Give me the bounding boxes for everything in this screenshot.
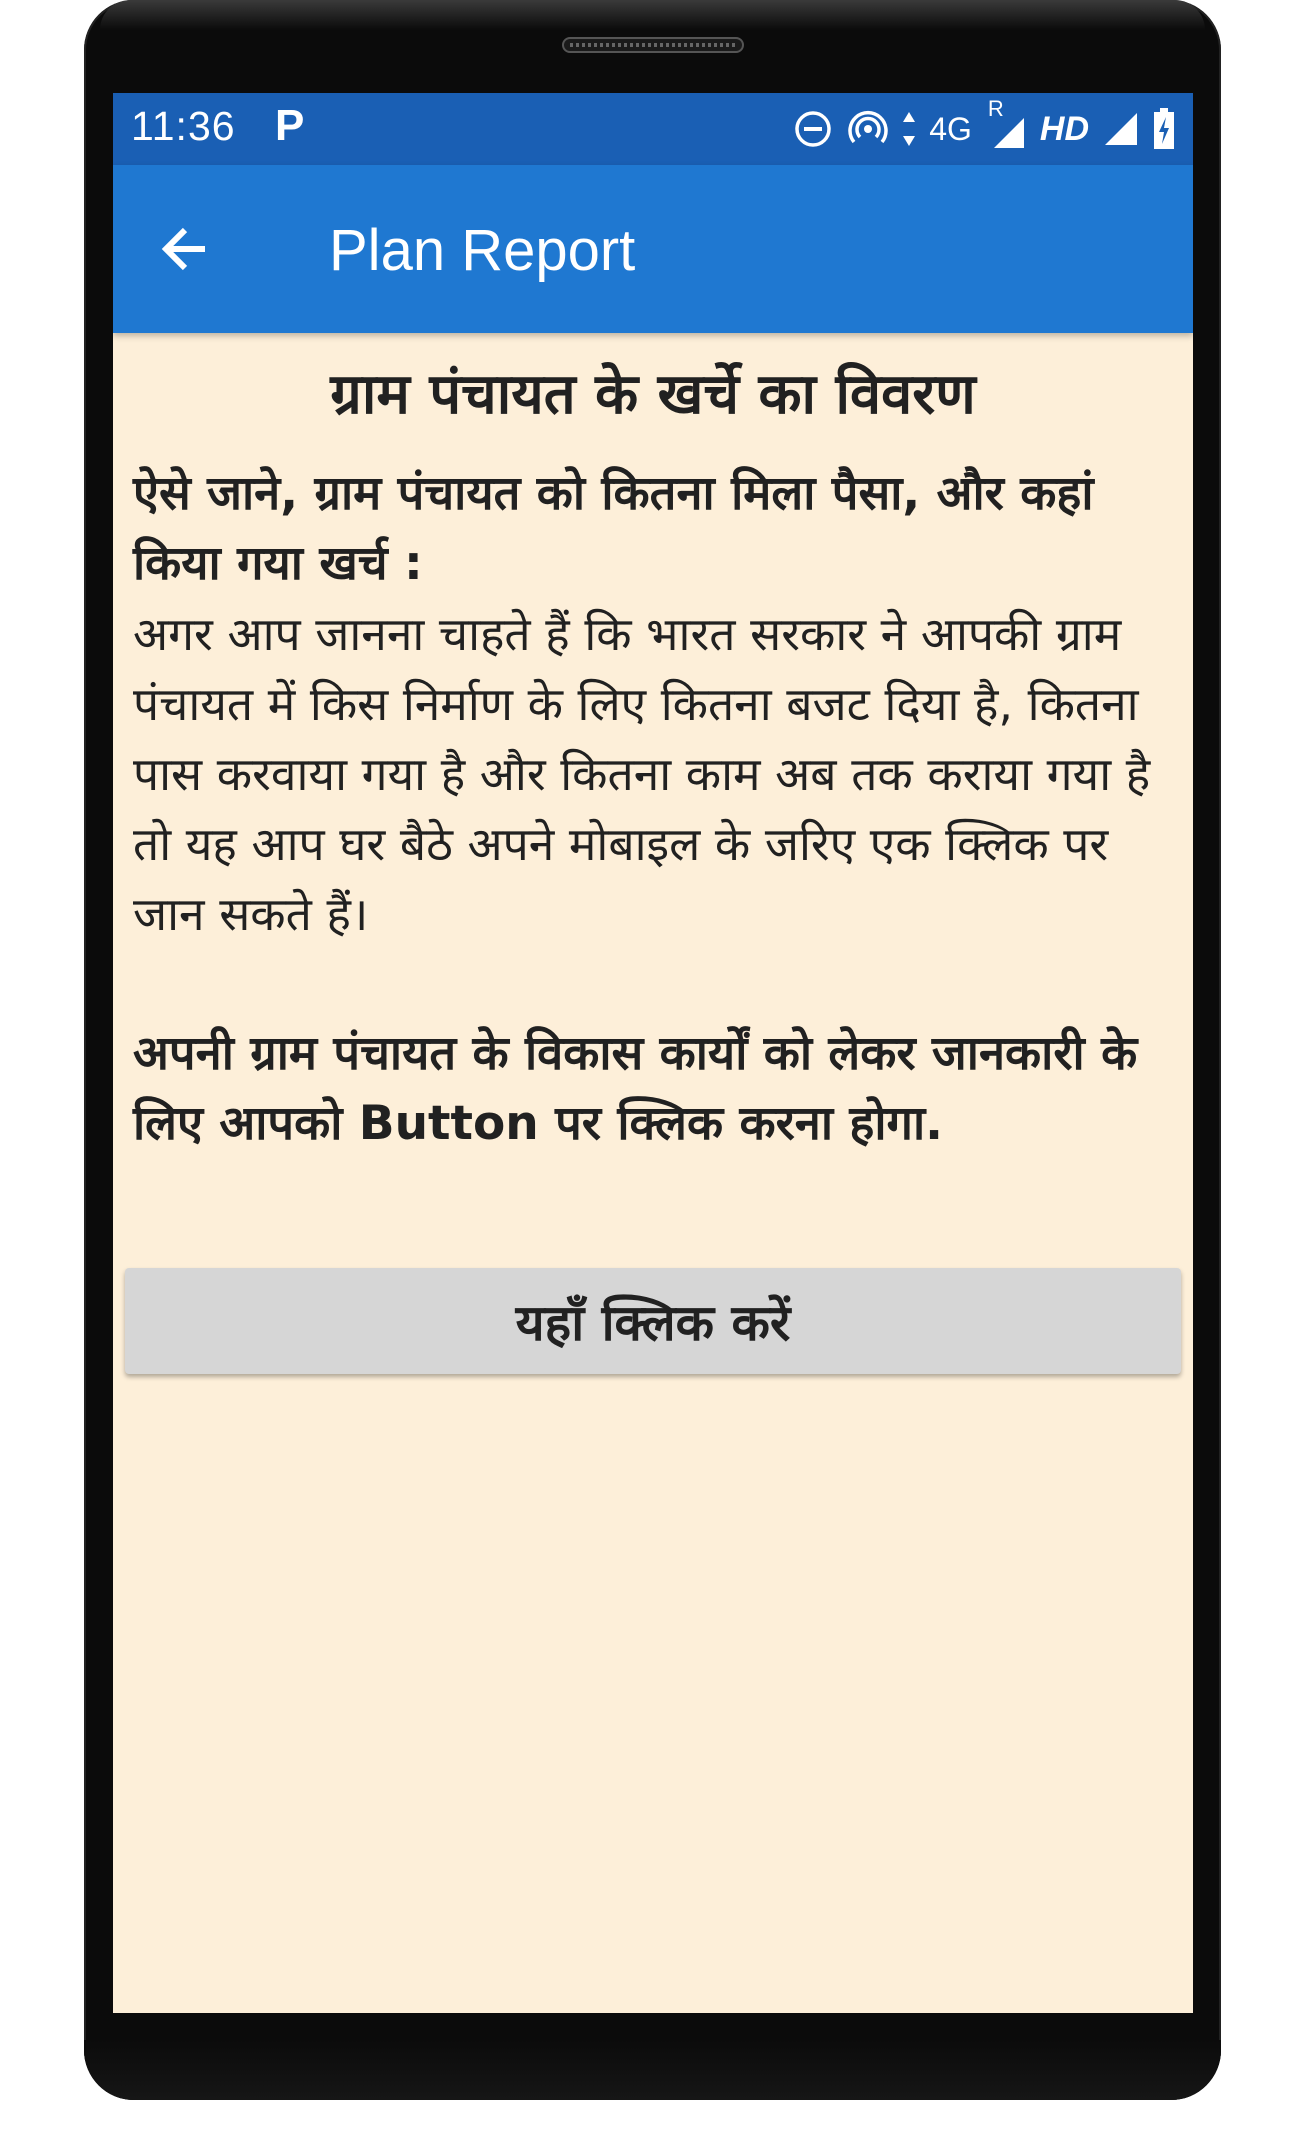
section-heading: ग्राम पंचायत के खर्चे का विवरण	[330, 362, 976, 427]
data-arrows-icon	[903, 112, 915, 146]
earpiece-speaker	[562, 37, 744, 53]
dnd-icon	[793, 109, 833, 149]
roaming-label: R	[987, 96, 1004, 121]
parking-notification-icon: P	[275, 101, 305, 150]
click-here-button[interactable]: यहाँ क्लिक करें	[125, 1268, 1181, 1374]
status-bar	[113, 93, 1193, 165]
phone-top-edge	[100, 0, 1205, 30]
section-subheading: ऐसे जाने, ग्राम पंचायत को कितना मिला पैसा, और कहां किया गया खर्च :	[133, 466, 1094, 591]
instruction-text: अपनी ग्राम पंचायत के विकास कार्यों को लेकर जानकारी के लिए आपको Button पर क्लिक करना होगा.	[133, 1026, 1138, 1151]
status-icons	[793, 96, 1175, 155]
app-screen	[113, 93, 1193, 2013]
roaming-signal-icon	[986, 96, 1026, 150]
network-type-label: 4G	[929, 110, 972, 147]
content-area	[133, 355, 1173, 1159]
hd-voice-label: HD	[1039, 109, 1089, 148]
back-arrow-icon[interactable]	[155, 219, 215, 279]
page-title: Plan Report	[329, 218, 636, 283]
phone-bottom-edge	[84, 2040, 1221, 2100]
hotspot-icon	[847, 109, 889, 149]
status-time: 11:36	[131, 103, 236, 149]
battery-charging-icon	[1153, 108, 1175, 150]
description-text: अगर आप जानना चाहते हैं कि भारत सरकार ने आपकी ग्राम पंचायत में किस निर्माण के लिए कितना बजट दिया है, कितना पास करवाया गया है और कितना काम अब तक कराया गया है तो यह आप घर बैठे अपने मोबाइल के जरिए एक क्लिक पर जान सकते हैं।	[133, 607, 1151, 941]
spacer	[133, 949, 1173, 1019]
signal-icon	[1103, 111, 1139, 147]
app-bar	[113, 165, 1193, 333]
